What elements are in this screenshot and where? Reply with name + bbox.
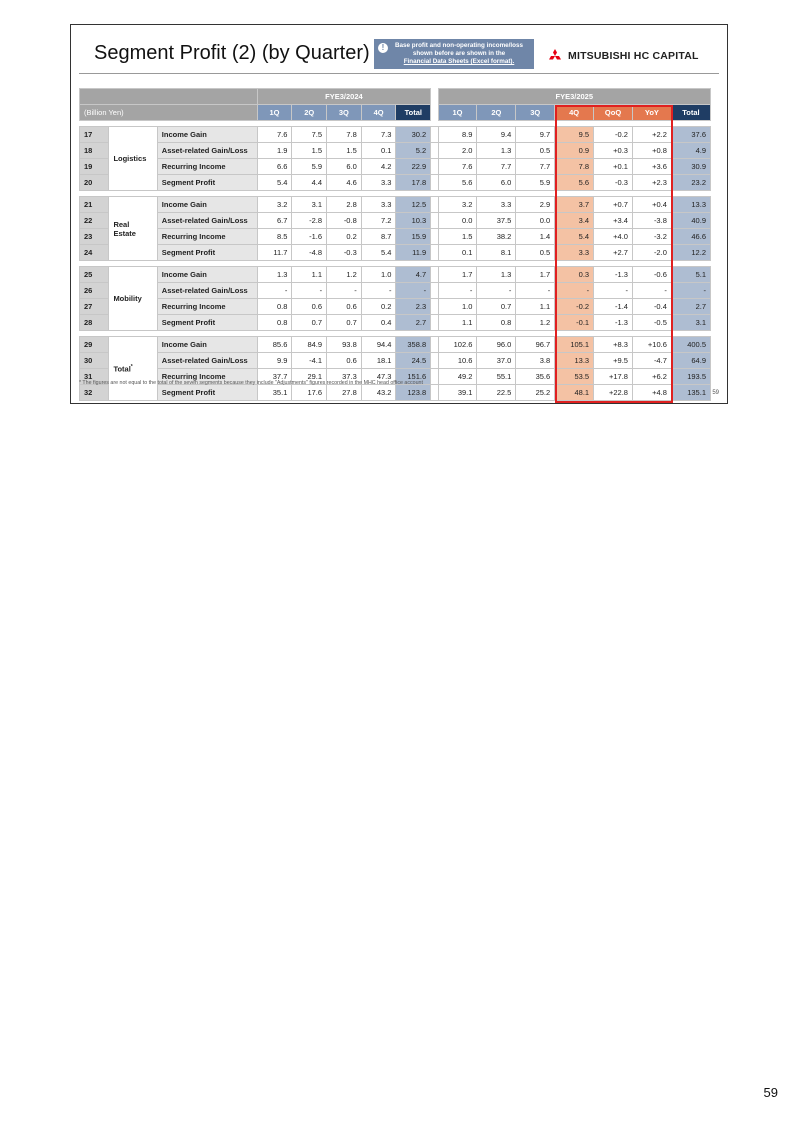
page-title: Segment Profit (2) (by Quarter) [94,42,370,64]
value-cell: 46.6 [671,229,710,245]
table-row [80,229,711,245]
value-cell: 193.5 [671,369,710,385]
row-number: 23 [80,229,109,245]
value-cell: 17.6 [292,385,327,401]
note-line: Base profit and non-operating income/loss [394,42,524,49]
row-number: 27 [80,299,109,315]
value-cell: 7.6 [257,127,292,143]
table-row [80,337,711,353]
column-header: Total [396,105,431,121]
value-cell: 8.7 [361,229,396,245]
segment-name-text: Mobility [113,294,142,303]
value-cell: 0.3 [555,267,594,283]
value-cell: 9.5 [555,127,594,143]
table-row [80,315,711,331]
row-label: Income Gain [157,267,257,283]
row-label: Asset-related Gain/Loss [157,353,257,369]
column-header: QoQ [594,105,633,121]
value-cell: 1.5 [438,229,477,245]
column-spacer [431,337,438,353]
company-logo [547,49,699,63]
row-label: Asset-related Gain/Loss [157,213,257,229]
value-cell: 0.6 [327,299,362,315]
row-number: 22 [80,213,109,229]
value-cell: +2.7 [594,245,633,261]
value-cell: -0.8 [327,213,362,229]
row-label: Asset-related Gain/Loss [157,143,257,159]
value-cell: 1.3 [477,143,516,159]
value-cell: - [477,283,516,299]
column-header: YoY [632,105,671,121]
value-cell: 400.5 [671,337,710,353]
value-cell: -1.4 [594,299,633,315]
value-cell: 9.4 [477,127,516,143]
value-cell: +0.1 [594,159,633,175]
value-cell: +8.3 [594,337,633,353]
column-header: 3Q [516,105,555,121]
segment-name [109,197,157,261]
row-number: 26 [80,283,109,299]
value-cell: 0.5 [516,245,555,261]
value-cell: - [327,283,362,299]
value-cell: -0.6 [632,267,671,283]
column-spacer [431,213,438,229]
value-cell: 3.3 [477,197,516,213]
value-cell: 93.8 [327,337,362,353]
column-spacer [431,267,438,283]
row-number: 21 [80,197,109,213]
row-number: 28 [80,315,109,331]
value-cell: 9.9 [257,353,292,369]
value-cell: 1.5 [292,143,327,159]
value-cell: 2.3 [396,299,431,315]
value-cell: 5.4 [555,229,594,245]
row-label: Income Gain [157,197,257,213]
value-cell: - [516,283,555,299]
value-cell: +3.6 [632,159,671,175]
column-header: 3Q [327,105,362,121]
row-number: 31 [80,369,109,385]
value-cell: 37.3 [327,369,362,385]
value-cell: - [257,283,292,299]
value-cell: 30.2 [396,127,431,143]
header-spacer [431,105,438,121]
header-row-quarters [80,105,711,121]
exclamation-icon: ! [378,43,388,53]
value-cell: 9.7 [516,127,555,143]
row-label: Income Gain [157,127,257,143]
value-cell: 7.8 [327,127,362,143]
value-cell: 8.9 [438,127,477,143]
footnote-marker: * [130,363,133,370]
value-cell: 22.9 [396,159,431,175]
value-cell: 0.6 [327,353,362,369]
column-spacer [431,197,438,213]
value-cell: 2.7 [396,315,431,331]
value-cell: 0.7 [327,315,362,331]
value-cell: 0.4 [361,315,396,331]
note-line: Financial Data Sheets (Excel format). [403,58,515,65]
value-cell: 0.9 [555,143,594,159]
value-cell: 5.9 [292,159,327,175]
value-cell: 0.8 [257,315,292,331]
value-cell: 2.0 [438,143,477,159]
value-cell: -4.8 [292,245,327,261]
value-cell: 0.7 [477,299,516,315]
value-cell: 64.9 [671,353,710,369]
value-cell: 1.1 [516,299,555,315]
value-cell: 5.4 [257,175,292,191]
value-cell: - [594,283,633,299]
table-row [80,197,711,213]
column-spacer [431,315,438,331]
value-cell: 151.6 [396,369,431,385]
value-cell: -4.7 [632,353,671,369]
table-row [80,127,711,143]
value-cell: 30.9 [671,159,710,175]
value-cell: 2.9 [516,197,555,213]
value-cell: 1.2 [327,267,362,283]
column-spacer [431,175,438,191]
value-cell: 7.5 [292,127,327,143]
value-cell: 7.2 [361,213,396,229]
value-cell: 15.9 [396,229,431,245]
logo-text: MITSUBISHI HC CAPITAL [568,50,699,62]
value-cell: 39.1 [438,385,477,401]
column-spacer [431,127,438,143]
value-cell: 4.6 [327,175,362,191]
value-cell: 3.3 [361,197,396,213]
column-spacer [431,245,438,261]
value-cell: +4.0 [594,229,633,245]
value-cell: 0.0 [516,213,555,229]
value-cell: 3.1 [292,197,327,213]
value-cell: 6.6 [257,159,292,175]
value-cell: 1.1 [438,315,477,331]
value-cell: 10.6 [438,353,477,369]
value-cell: +2.2 [632,127,671,143]
value-cell: 94.4 [361,337,396,353]
table-row [80,213,711,229]
segment-name-text: Real Estate [113,219,136,238]
value-cell: 6.0 [327,159,362,175]
value-cell: 8.5 [257,229,292,245]
row-number: 32 [80,385,109,401]
column-spacer [431,229,438,245]
value-cell: 25.2 [516,385,555,401]
table-row [80,245,711,261]
value-cell: 18.1 [361,353,396,369]
header-spacer [431,89,438,105]
row-label: Segment Profit [157,315,257,331]
value-cell: 13.3 [671,197,710,213]
value-cell: 5.9 [516,175,555,191]
value-cell: 102.6 [438,337,477,353]
value-cell: 1.5 [327,143,362,159]
value-cell: 7.8 [555,159,594,175]
value-cell: -0.3 [327,245,362,261]
column-spacer [431,143,438,159]
value-cell: 38.2 [477,229,516,245]
title-divider [79,73,719,74]
value-cell: 96.7 [516,337,555,353]
value-cell: -3.8 [632,213,671,229]
row-number: 17 [80,127,109,143]
column-header: 1Q [257,105,292,121]
segment-name-text: Logistics [113,154,147,163]
value-cell: 12.5 [396,197,431,213]
unit-label: (Billion Yen) [80,105,258,121]
row-label: Segment Profit [157,245,257,261]
value-cell: - [632,283,671,299]
value-cell: -1.3 [594,267,633,283]
value-cell: 358.8 [396,337,431,353]
value-cell: +3.4 [594,213,633,229]
info-note [374,39,534,69]
value-cell: -0.2 [594,127,633,143]
value-cell: -2.0 [632,245,671,261]
table-row [80,385,711,401]
column-header: 2Q [292,105,327,121]
row-number: 20 [80,175,109,191]
value-cell: - [671,283,710,299]
value-cell: 5.6 [555,175,594,191]
value-cell: 3.3 [361,175,396,191]
value-cell: 85.6 [257,337,292,353]
value-cell: 1.0 [438,299,477,315]
slide [70,24,728,404]
value-cell: +0.8 [632,143,671,159]
value-cell: 3.1 [671,315,710,331]
value-cell: 0.8 [477,315,516,331]
value-cell: 29.1 [292,369,327,385]
value-cell: 135.1 [671,385,710,401]
value-cell: +4.8 [632,385,671,401]
fiscal-year-header: FYE3/2025 [438,89,710,105]
column-spacer [431,299,438,315]
row-label: Income Gain [157,337,257,353]
value-cell: 1.7 [438,267,477,283]
value-cell: 1.3 [257,267,292,283]
table-row [80,353,711,369]
footnote: * The figures are not equal to the total of the seven segments because they include "Adjustments" figures recorded in the MHC head office account [79,380,423,386]
value-cell: 123.8 [396,385,431,401]
value-cell: 53.5 [555,369,594,385]
value-cell: 1.2 [516,315,555,331]
value-cell: 1.3 [477,267,516,283]
value-cell: 55.1 [477,369,516,385]
value-cell: +17.8 [594,369,633,385]
row-label: Recurring Income [157,299,257,315]
value-cell: +0.4 [632,197,671,213]
row-label: Segment Profit [157,385,257,401]
row-label: Asset-related Gain/Loss [157,283,257,299]
slide-page-number: 59 [712,390,719,396]
value-cell: -0.5 [632,315,671,331]
column-header: 2Q [477,105,516,121]
row-label: Segment Profit [157,175,257,191]
value-cell: 37.7 [257,369,292,385]
value-cell: 37.0 [477,353,516,369]
value-cell: 5.6 [438,175,477,191]
fiscal-year-header: FYE3/2024 [257,89,430,105]
value-cell: 47.3 [361,369,396,385]
column-header: Total [671,105,710,121]
value-cell: -0.1 [555,315,594,331]
value-cell: 6.0 [477,175,516,191]
value-cell: 96.0 [477,337,516,353]
value-cell: +2.3 [632,175,671,191]
value-cell: +10.6 [632,337,671,353]
value-cell: -3.2 [632,229,671,245]
value-cell: 1.4 [516,229,555,245]
value-cell: +0.7 [594,197,633,213]
table-row [80,283,711,299]
value-cell: 0.1 [438,245,477,261]
value-cell: 22.5 [477,385,516,401]
table-row [80,299,711,315]
value-cell: - [438,283,477,299]
column-spacer [431,385,438,401]
value-cell: 12.2 [671,245,710,261]
value-cell: 0.1 [361,143,396,159]
value-cell: 7.6 [438,159,477,175]
value-cell: 7.7 [477,159,516,175]
value-cell: 35.6 [516,369,555,385]
row-number: 18 [80,143,109,159]
value-cell: 49.2 [438,369,477,385]
row-label: Recurring Income [157,369,257,385]
value-cell: 37.6 [671,127,710,143]
row-number: 25 [80,267,109,283]
value-cell: +22.8 [594,385,633,401]
value-cell: 3.8 [516,353,555,369]
value-cell: - [555,283,594,299]
value-cell: 23.2 [671,175,710,191]
column-header: 4Q [555,105,594,121]
value-cell: 1.0 [361,267,396,283]
segment-profit-table [79,88,711,401]
value-cell: 2.8 [327,197,362,213]
value-cell: 43.2 [361,385,396,401]
header-row-fiscal-year [80,89,711,105]
row-number: 24 [80,245,109,261]
value-cell: 6.7 [257,213,292,229]
value-cell: 40.9 [671,213,710,229]
value-cell: 3.2 [257,197,292,213]
value-cell: 4.2 [361,159,396,175]
value-cell: - [361,283,396,299]
value-cell: 1.1 [292,267,327,283]
segment-name [109,337,157,401]
value-cell: -4.1 [292,353,327,369]
value-cell: 5.4 [361,245,396,261]
value-cell: 0.6 [292,299,327,315]
value-cell: 0.8 [257,299,292,315]
value-cell: 48.1 [555,385,594,401]
value-cell: -0.4 [632,299,671,315]
value-cell: -1.3 [594,315,633,331]
value-cell: 4.9 [671,143,710,159]
row-label: Recurring Income [157,229,257,245]
value-cell: 0.7 [292,315,327,331]
value-cell: 1.7 [516,267,555,283]
column-header: 4Q [361,105,396,121]
value-cell: -0.3 [594,175,633,191]
value-cell: - [292,283,327,299]
value-cell: 35.1 [257,385,292,401]
value-cell: 84.9 [292,337,327,353]
value-cell: 7.7 [516,159,555,175]
value-cell: -0.2 [555,299,594,315]
header-blank [80,89,258,105]
row-number: 30 [80,353,109,369]
value-cell: 0.2 [327,229,362,245]
column-header: 1Q [438,105,477,121]
value-cell: 7.3 [361,127,396,143]
value-cell: 13.3 [555,353,594,369]
row-label: Recurring Income [157,159,257,175]
value-cell: 37.5 [477,213,516,229]
value-cell: 11.7 [257,245,292,261]
table-row [80,175,711,191]
page-number: 59 [763,1085,778,1100]
value-cell: 27.8 [327,385,362,401]
value-cell: -1.6 [292,229,327,245]
value-cell: 5.1 [671,267,710,283]
value-cell: 11.9 [396,245,431,261]
value-cell: 24.5 [396,353,431,369]
value-cell: 0.2 [361,299,396,315]
segment-name [109,127,157,191]
value-cell: - [396,283,431,299]
value-cell: +6.2 [632,369,671,385]
column-spacer [431,353,438,369]
value-cell: 10.3 [396,213,431,229]
column-spacer [431,159,438,175]
segment-name [109,267,157,331]
value-cell: 4.4 [292,175,327,191]
segment-name-text: Total [113,364,131,374]
table-row [80,159,711,175]
column-spacer [431,369,438,385]
value-cell: 3.4 [555,213,594,229]
table-row [80,267,711,283]
row-number: 29 [80,337,109,353]
value-cell: 3.3 [555,245,594,261]
value-cell: 3.7 [555,197,594,213]
note-line: shown before are shown in the [412,50,506,57]
value-cell: +0.3 [594,143,633,159]
value-cell: 2.7 [671,299,710,315]
value-cell: 3.2 [438,197,477,213]
value-cell: -2.8 [292,213,327,229]
row-number: 19 [80,159,109,175]
table-row [80,143,711,159]
three-diamonds-icon [547,49,563,63]
value-cell: 105.1 [555,337,594,353]
value-cell: +9.5 [594,353,633,369]
value-cell: 5.2 [396,143,431,159]
value-cell: 17.8 [396,175,431,191]
value-cell: 8.1 [477,245,516,261]
value-cell: 0.5 [516,143,555,159]
column-spacer [431,283,438,299]
value-cell: 1.9 [257,143,292,159]
value-cell: 4.7 [396,267,431,283]
value-cell: 0.0 [438,213,477,229]
